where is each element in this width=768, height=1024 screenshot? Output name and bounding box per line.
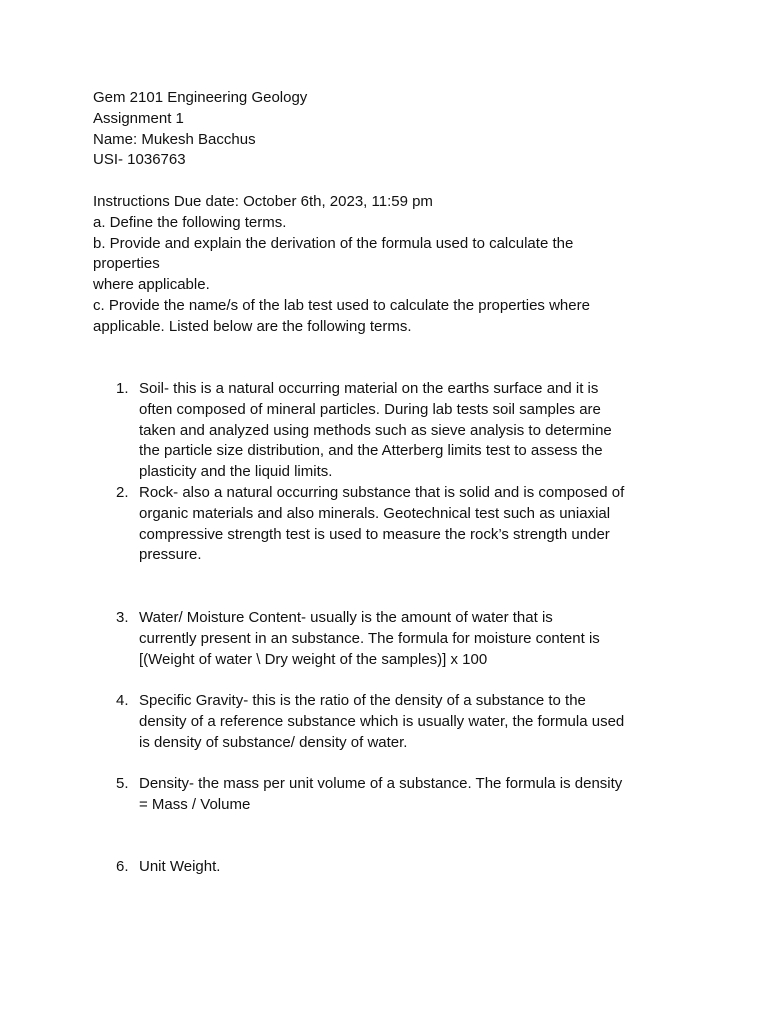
instruction-b-line3: where applicable.: [93, 276, 210, 294]
assignment-title: Assignment 1: [93, 109, 184, 127]
list-item-line: Density- the mass per unit volume of a substance. The formula is density: [139, 775, 623, 792]
list-item-number: 1.: [116, 380, 129, 397]
list-item-line: Rock- also a natural occurring substance that is solid and is composed of: [139, 484, 625, 501]
list-item-text: [139, 691, 684, 753]
student-usi: USI- 1036763: [93, 151, 186, 169]
list-item-line: Specific Gravity- this is the ratio of the density of a substance to the: [139, 692, 586, 709]
list-item-line: taken and analyzed using methods such as sieve analysis to determine: [139, 421, 612, 439]
list-item-number: 2.: [116, 484, 129, 501]
student-name: Name: Mukesh Bacchus: [93, 130, 256, 148]
instructions-block: [93, 192, 693, 338]
list-item-line: is density of substance/ density of water.: [139, 733, 408, 751]
list-item-line: organic materials and also minerals. Geotechnical test such as uniaxial: [139, 504, 611, 522]
list-item-text: [139, 483, 684, 566]
list-item-number: 5.: [116, 775, 129, 792]
list-item-text: [139, 379, 684, 483]
list-item-text: [139, 857, 684, 878]
list-item-text: [139, 774, 684, 816]
list-item-number: 4.: [116, 692, 129, 709]
list-item-line: the particle size distribution, and the Atterberg limits test to assess the: [139, 442, 603, 460]
list-item-line: = Mass / Volume: [139, 795, 251, 813]
instructions-due-date: Instructions Due date: October 6th, 2023, 11:59 pm: [93, 193, 433, 210]
list-item-number: 3.: [116, 609, 129, 626]
course-title: Gem 2101 Engineering Geology: [93, 89, 308, 106]
instruction-c-line2: applicable. Listed below are the following terms.: [93, 317, 412, 335]
list-item-line: compressive strength test is used to measure the rock’s strength under: [139, 525, 610, 543]
list-item-text: [139, 608, 684, 670]
list-item-line: pressure.: [139, 546, 202, 564]
list-item-line: Unit Weight.: [139, 858, 221, 875]
list-item-line: Water/ Moisture Content- usually is the amount of water that is: [139, 609, 553, 626]
list-item-line: Soil- this is a natural occurring material on the earths surface and it is: [139, 380, 599, 397]
instruction-a: a. Define the following terms.: [93, 213, 287, 231]
instruction-b-line1: b. Provide and explain the derivation of the formula used to calculate the: [93, 234, 574, 252]
list-item-line: plasticity and the liquid limits.: [139, 463, 333, 481]
list-item-number: 6.: [116, 858, 129, 875]
instruction-c-line1: c. Provide the name/s of the lab test used to calculate the properties where: [93, 296, 590, 314]
list-item-line: currently present in an substance. The formula for moisture content is: [139, 629, 600, 647]
list-item-line: [(Weight of water \ Dry weight of the samples)] x 100: [139, 650, 488, 668]
document-header: [93, 88, 693, 171]
list-item-line: density of a reference substance which is usually water, the formula used: [139, 712, 625, 730]
instruction-b-line2: properties: [93, 255, 160, 273]
list-item-line: often composed of mineral particles. During lab tests soil samples are: [139, 400, 601, 418]
